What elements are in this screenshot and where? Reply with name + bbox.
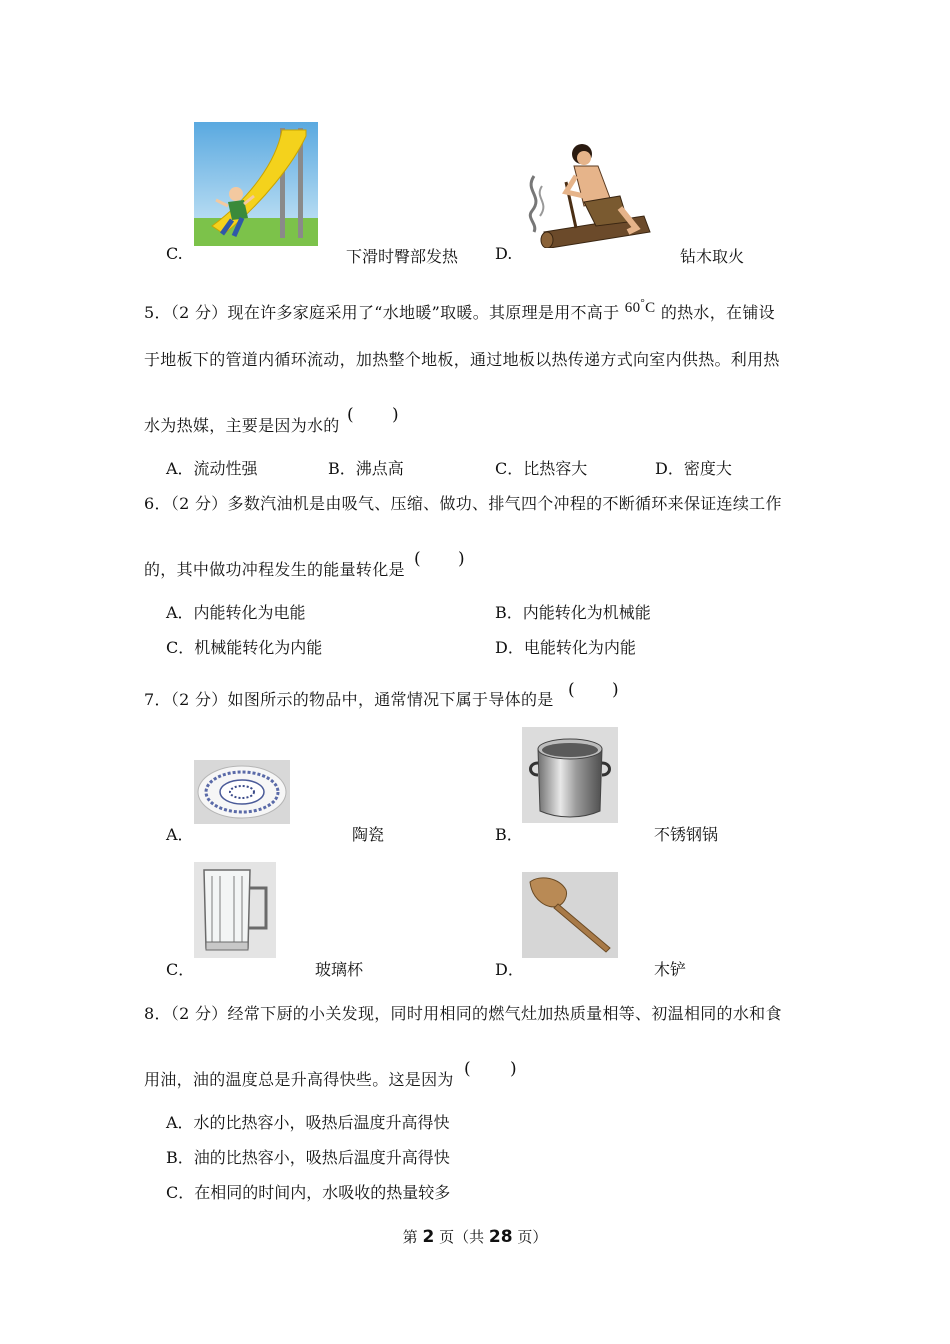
- drilling-wood-fire-picture: [524, 136, 654, 248]
- q5-option-c: C．比热容大: [495, 459, 588, 478]
- q7-option-b-letter: B．: [495, 825, 523, 844]
- q7-option-c-text: 玻璃杯: [315, 960, 364, 979]
- q5-temperature-value: 60: [624, 300, 641, 316]
- stainless-steel-pot-picture: [522, 727, 618, 823]
- footer-page-number: 2: [422, 1227, 435, 1247]
- q5-answer-paren-open: (: [347, 405, 354, 425]
- footer-total-pages: 28: [488, 1227, 513, 1247]
- q7-option-d-text: 木铲: [654, 960, 687, 979]
- q8-stem-line2: 用油，油的温度总是升高得快些。这是因为: [144, 1070, 454, 1089]
- q5-stem-line1: [144, 297, 775, 323]
- q4-option-c-letter: C.: [166, 244, 183, 263]
- q6-option-c: C．机械能转化为内能: [166, 638, 323, 657]
- q5-stem-head: 5．（2 分）现在许多家庭采用了“水地暖”取暖。其原理是用不高于: [144, 303, 620, 322]
- glass-cup-picture: [194, 862, 276, 958]
- q6-answer-paren-open: (: [414, 549, 421, 569]
- footer-suffix: 页）: [517, 1228, 548, 1246]
- q6-stem-line2: 的，其中做功冲程发生的能量转化是: [144, 560, 405, 579]
- q7-option-c-letter: C．: [166, 960, 195, 979]
- footer-prefix: 第: [402, 1228, 418, 1246]
- page-footer: [0, 1226, 950, 1247]
- q7-stem-line1: 7．（2 分）如图所示的物品中，通常情况下属于导体的是: [144, 690, 554, 709]
- q5-option-d: D．密度大: [655, 459, 732, 478]
- ceramic-plate-picture: [194, 760, 290, 824]
- q7-answer-paren-close: ): [612, 680, 619, 700]
- q6-stem-line1: 6．（2 分）多数汽油机是由吸气、压缩、做功、排气四个冲程的不断循环来保证连续工作: [144, 494, 782, 513]
- q8-option-c: C．在相同的时间内，水吸收的热量较多: [166, 1183, 451, 1202]
- q7-option-a-letter: A．: [166, 825, 194, 844]
- wooden-spatula-picture: [522, 872, 618, 958]
- q8-option-b: B．油的比热容小，吸热后温度升高得快: [166, 1148, 450, 1167]
- q4-option-c-text: 下滑时臀部发热: [346, 247, 459, 266]
- q8-answer-paren-open: (: [464, 1059, 471, 1079]
- q7-option-a-text: 陶瓷: [352, 825, 385, 844]
- q6-option-b: B．内能转化为机械能: [495, 603, 651, 622]
- q8-option-a: A．水的比热容小，吸热后温度升高得快: [166, 1113, 450, 1132]
- q5-stem-line2: 于地板下的管道内循环流动，加热整个地板，通过地板以热传递方式向室内供热。利用热: [144, 350, 780, 369]
- q7-option-b-text: 不锈钢锅: [654, 825, 719, 844]
- q7-answer-paren-open: (: [568, 680, 575, 700]
- q6-option-d: D．电能转化为内能: [495, 638, 636, 657]
- q5-answer-paren-close: ): [392, 405, 399, 425]
- q5-stem-tail: 的热水，在铺设: [660, 303, 775, 322]
- slide-picture: [194, 122, 318, 246]
- q6-answer-paren-close: ): [458, 549, 465, 569]
- q5-stem-line3: 水为热媒，主要是因为水的: [144, 416, 340, 435]
- q4-option-d-text: 钻木取火: [680, 247, 745, 266]
- q4-option-d-letter: D.: [495, 244, 513, 263]
- q5-temperature-degree: °: [640, 297, 646, 309]
- q5-option-b: B．沸点高: [328, 459, 404, 478]
- q8-answer-paren-close: ): [510, 1059, 517, 1079]
- q7-option-d-letter: D．: [495, 960, 524, 979]
- q6-option-a: A．内能转化为电能: [166, 603, 306, 622]
- q5-temperature-unit: C: [645, 300, 656, 316]
- q5-temperature: [624, 297, 656, 316]
- q8-stem-line1: 8．（2 分）经常下厨的小关发现，同时用相同的燃气灶加热质量相等、初温相同的水和食: [144, 1004, 782, 1023]
- footer-middle: 页（共: [439, 1228, 485, 1246]
- q5-option-a: A．流动性强: [166, 459, 258, 478]
